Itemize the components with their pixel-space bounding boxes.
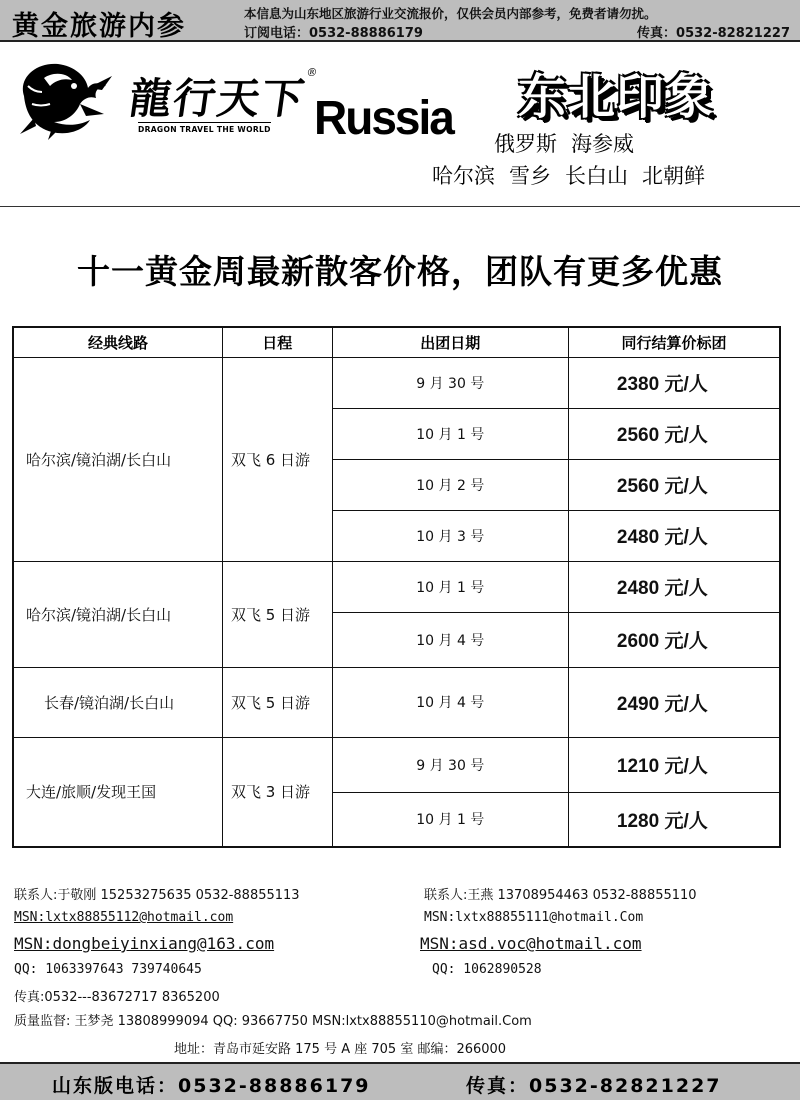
northeast-impression-title: 东北印象 — [518, 69, 715, 125]
header-date: 出团日期 — [332, 327, 568, 357]
table-row — [13, 357, 780, 408]
brand-banner — [0, 44, 800, 207]
destination-item: 长白山 — [565, 164, 628, 188]
dragon-logo-icon — [14, 56, 116, 140]
schedule-cell: 双飞 3 日游 — [222, 737, 332, 847]
price-cell: 2560 元/人 — [568, 408, 780, 459]
header-schedule: 日程 — [222, 327, 332, 357]
table-header-row — [13, 327, 780, 357]
header-fax: 传真：0532-82821227 — [637, 26, 790, 41]
price-table — [12, 326, 781, 848]
date-cell: 10 月 4 号 — [332, 612, 568, 667]
subscribe-line — [244, 22, 790, 41]
date-cell: 10 月 1 号 — [332, 561, 568, 612]
table-row — [13, 561, 780, 612]
brand-logo-text — [126, 66, 321, 126]
date-cell: 9 月 30 号 — [332, 357, 568, 408]
contact-fax: 传真:0532---83672717 8365200 — [14, 990, 220, 1005]
footer-bar — [0, 1062, 800, 1100]
schedule-cell: 双飞 6 日游 — [222, 357, 332, 561]
contact-person-1: 联系人:于敬刚 15253275635 0532-88855113 — [14, 888, 300, 903]
subscribe-phone: 订阅电话：0532-88886179 — [244, 26, 423, 41]
price-cell: 2600 元/人 — [568, 612, 780, 667]
brand-logo-english: DRAGON TRAVEL THE WORLD — [138, 122, 271, 134]
price-cell: 1210 元/人 — [568, 737, 780, 792]
destination-item: 海参威 — [571, 132, 634, 156]
member-notice: 本信息为山东地区旅游行业交流报价，仅供会员内部参考，免费者请勿扰。 — [244, 6, 657, 21]
registered-mark: ® — [305, 66, 321, 79]
date-cell: 10 月 2 号 — [332, 459, 568, 510]
date-cell: 9 月 30 号 — [332, 737, 568, 792]
destination-item: 俄罗斯 — [494, 132, 557, 156]
date-cell: 10 月 1 号 — [332, 408, 568, 459]
date-cell: 10 月 1 号 — [332, 792, 568, 847]
qq-numbers-1: QQ: 1063397643 739740645 — [14, 962, 202, 977]
route-cell: 大连/旅顺/发现王国 — [13, 737, 222, 847]
price-cell: 1280 元/人 — [568, 792, 780, 847]
price-cell: 2560 元/人 — [568, 459, 780, 510]
price-cell: 2380 元/人 — [568, 357, 780, 408]
qq-numbers-2: QQ: 1062890528 — [432, 962, 542, 977]
table-row — [13, 667, 780, 737]
brand-logo-name: 龍行天下 — [126, 74, 310, 123]
address-line: 地址：青岛市延安路 175 号 A 座 705 室 邮编：266000 — [174, 1042, 507, 1057]
msn-link-1[interactable]: MSN:lxtx88855112@hotmail.com — [14, 910, 234, 925]
msn-link-2[interactable]: MSN:lxtx88855111@hotmail.Com — [424, 910, 644, 925]
price-cell: 2480 元/人 — [568, 510, 780, 561]
destination-item: 雪乡 — [509, 164, 551, 188]
msn-link-3[interactable]: MSN:dongbeiyinxiang@163.com — [14, 934, 275, 953]
footer-phone: 山东版电话：0532-88886179 — [52, 1075, 371, 1097]
top-header-bar — [0, 0, 800, 42]
magazine-title: 黄金旅游内参 — [12, 11, 186, 42]
destinations-line-2 — [432, 160, 719, 190]
schedule-cell: 双飞 5 日游 — [222, 667, 332, 737]
price-cell: 2490 元/人 — [568, 667, 780, 737]
destinations-line-1 — [494, 128, 648, 158]
route-cell: 长春/镜泊湖/长白山 — [13, 667, 222, 737]
destination-item: 哈尔滨 — [432, 164, 495, 188]
msn-link-4[interactable]: MSN:asd.voc@hotmail.com — [420, 934, 642, 953]
table-row — [13, 737, 780, 792]
quality-supervision: 质量监督: 王梦尧 13808999094 QQ: 93667750 MSN:lxtx88855110@hotmail.Com — [14, 1014, 532, 1029]
header-route: 经典线路 — [13, 327, 222, 357]
footer-fax: 传真：0532-82821227 — [466, 1075, 722, 1097]
price-cell: 2480 元/人 — [568, 561, 780, 612]
contact-person-2: 联系人:王燕 13708954463 0532-88855110 — [424, 888, 697, 903]
route-cell: 哈尔滨/镜泊湖/长白山 — [13, 561, 222, 667]
date-cell: 10 月 3 号 — [332, 510, 568, 561]
schedule-cell: 双飞 5 日游 — [222, 561, 332, 667]
header-price: 同行结算价标团 — [568, 327, 780, 357]
russia-wordmark: Russia — [314, 89, 453, 145]
route-cell: 哈尔滨/镜泊湖/长白山 — [13, 357, 222, 561]
page-headline: 十一黄金周最新散客价格，团队有更多优惠 — [77, 252, 723, 291]
destination-item: 北朝鲜 — [642, 164, 705, 188]
date-cell: 10 月 4 号 — [332, 667, 568, 737]
